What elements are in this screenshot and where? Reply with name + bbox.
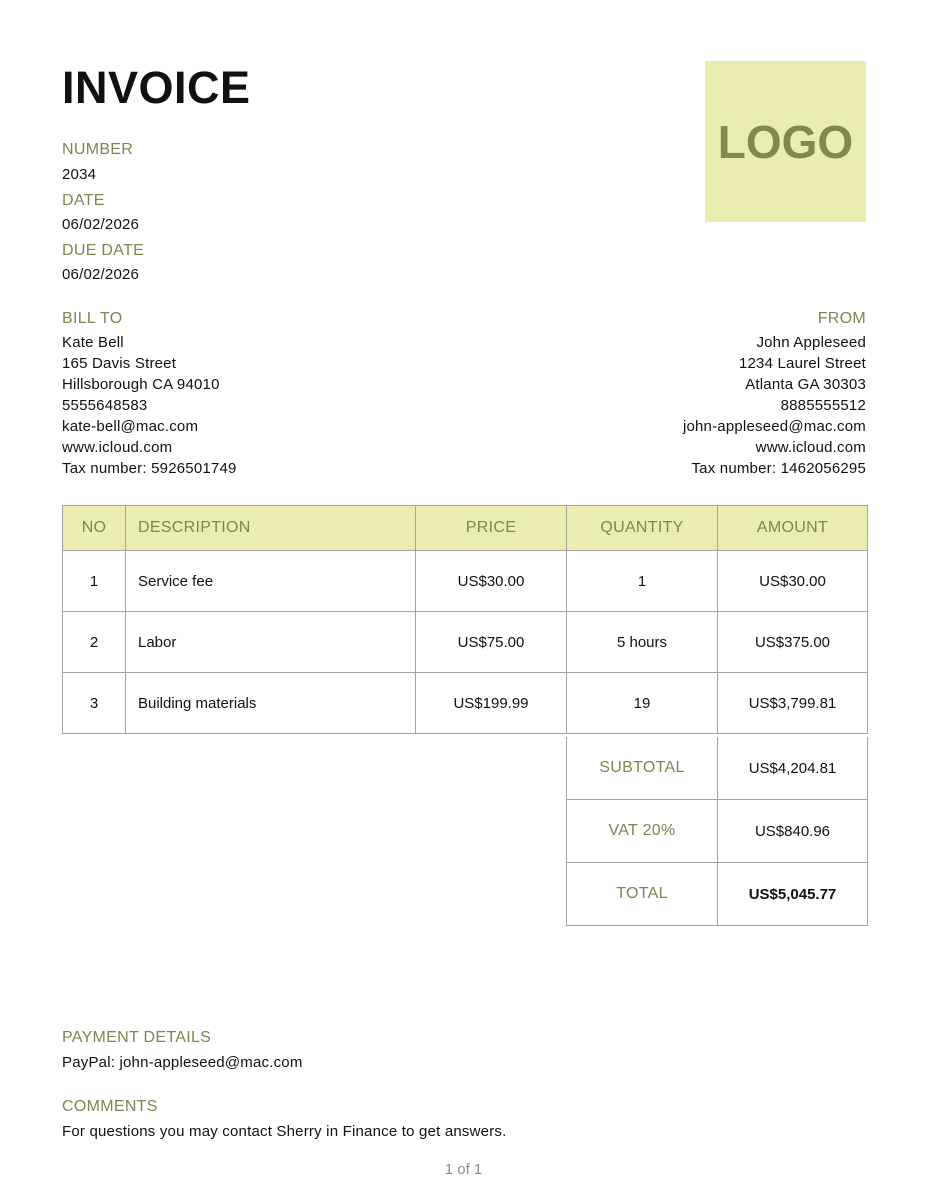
from-block [683, 332, 866, 479]
vat-row [567, 800, 868, 863]
logo-placeholder [705, 61, 866, 222]
row-amount: US$30.00 [718, 551, 868, 612]
comments-label: COMMENTS [62, 1098, 158, 1115]
from-street: 1234 Laurel Street [738, 355, 866, 372]
row-quantity: 5 hours [567, 612, 718, 673]
payment-details-label: PAYMENT DETAILS [62, 1029, 212, 1046]
invoice-title: INVOICE [62, 62, 251, 113]
bill-to-block [62, 332, 237, 479]
row-description: Service fee [126, 551, 416, 612]
bill-to-street: 165 Davis Street [62, 355, 177, 372]
header-amount: AMOUNT [718, 506, 868, 551]
from-name: John Appleseed [756, 334, 866, 351]
header-description: DESCRIPTION [126, 506, 416, 551]
from-website: www.icloud.com [755, 439, 866, 456]
table-row [63, 673, 868, 734]
table-row [63, 612, 868, 673]
due-date-label: DUE DATE [62, 242, 145, 259]
logo-text: LOGO [717, 115, 854, 168]
row-price: US$30.00 [416, 551, 567, 612]
bill-to-name: Kate Bell [62, 334, 124, 351]
table-header-row [63, 506, 868, 551]
vat-label: VAT 20% [567, 800, 718, 863]
total-value: US$5,045.77 [718, 863, 868, 926]
bill-to-label: BILL TO [62, 310, 123, 327]
invoice-date: 06/02/2026 [62, 216, 140, 233]
page-indicator: 1 of 1 [444, 1161, 483, 1178]
subtotal-label: SUBTOTAL [567, 737, 718, 800]
from-email: john-appleseed@mac.com [682, 418, 866, 435]
subtotal-value: US$4,204.81 [718, 737, 868, 800]
row-price: US$199.99 [416, 673, 567, 734]
bill-to-email: kate-bell@mac.com [62, 418, 199, 435]
row-amount: US$3,799.81 [718, 673, 868, 734]
header-quantity: QUANTITY [567, 506, 718, 551]
from-label: FROM [817, 310, 866, 327]
table-row [63, 551, 868, 612]
comments-text: For questions you may contact Sherry in Finance to get answers. [62, 1123, 507, 1140]
totals-table [566, 737, 868, 926]
from-tax-number: Tax number: 1462056295 [691, 460, 866, 477]
due-date: 06/02/2026 [62, 266, 140, 283]
bill-to-website: www.icloud.com [62, 439, 173, 456]
vat-value: US$840.96 [718, 800, 868, 863]
payment-details-text: PayPal: john-appleseed@mac.com [62, 1054, 303, 1071]
subtotal-row [567, 737, 868, 800]
bill-to-phone: 5555648583 [62, 397, 148, 414]
bill-to-tax-number: Tax number: 5926501749 [62, 460, 237, 477]
row-description: Building materials [126, 673, 416, 734]
line-items-table [62, 505, 868, 734]
row-quantity: 19 [567, 673, 718, 734]
total-label: TOTAL [567, 863, 718, 926]
header-price: PRICE [416, 506, 567, 551]
from-phone: 8885555512 [780, 397, 866, 414]
row-no: 2 [63, 612, 126, 673]
row-quantity: 1 [567, 551, 718, 612]
date-label: DATE [62, 192, 105, 209]
from-city: Atlanta GA 30303 [745, 376, 866, 393]
number-label: NUMBER [62, 141, 134, 158]
row-description: Labor [126, 612, 416, 673]
row-no: 3 [63, 673, 126, 734]
invoice-number: 2034 [62, 166, 97, 183]
header-no: NO [63, 506, 126, 551]
row-amount: US$375.00 [718, 612, 868, 673]
row-no: 1 [63, 551, 126, 612]
bill-to-city: Hillsborough CA 94010 [62, 376, 220, 393]
total-row [567, 863, 868, 926]
row-price: US$75.00 [416, 612, 567, 673]
